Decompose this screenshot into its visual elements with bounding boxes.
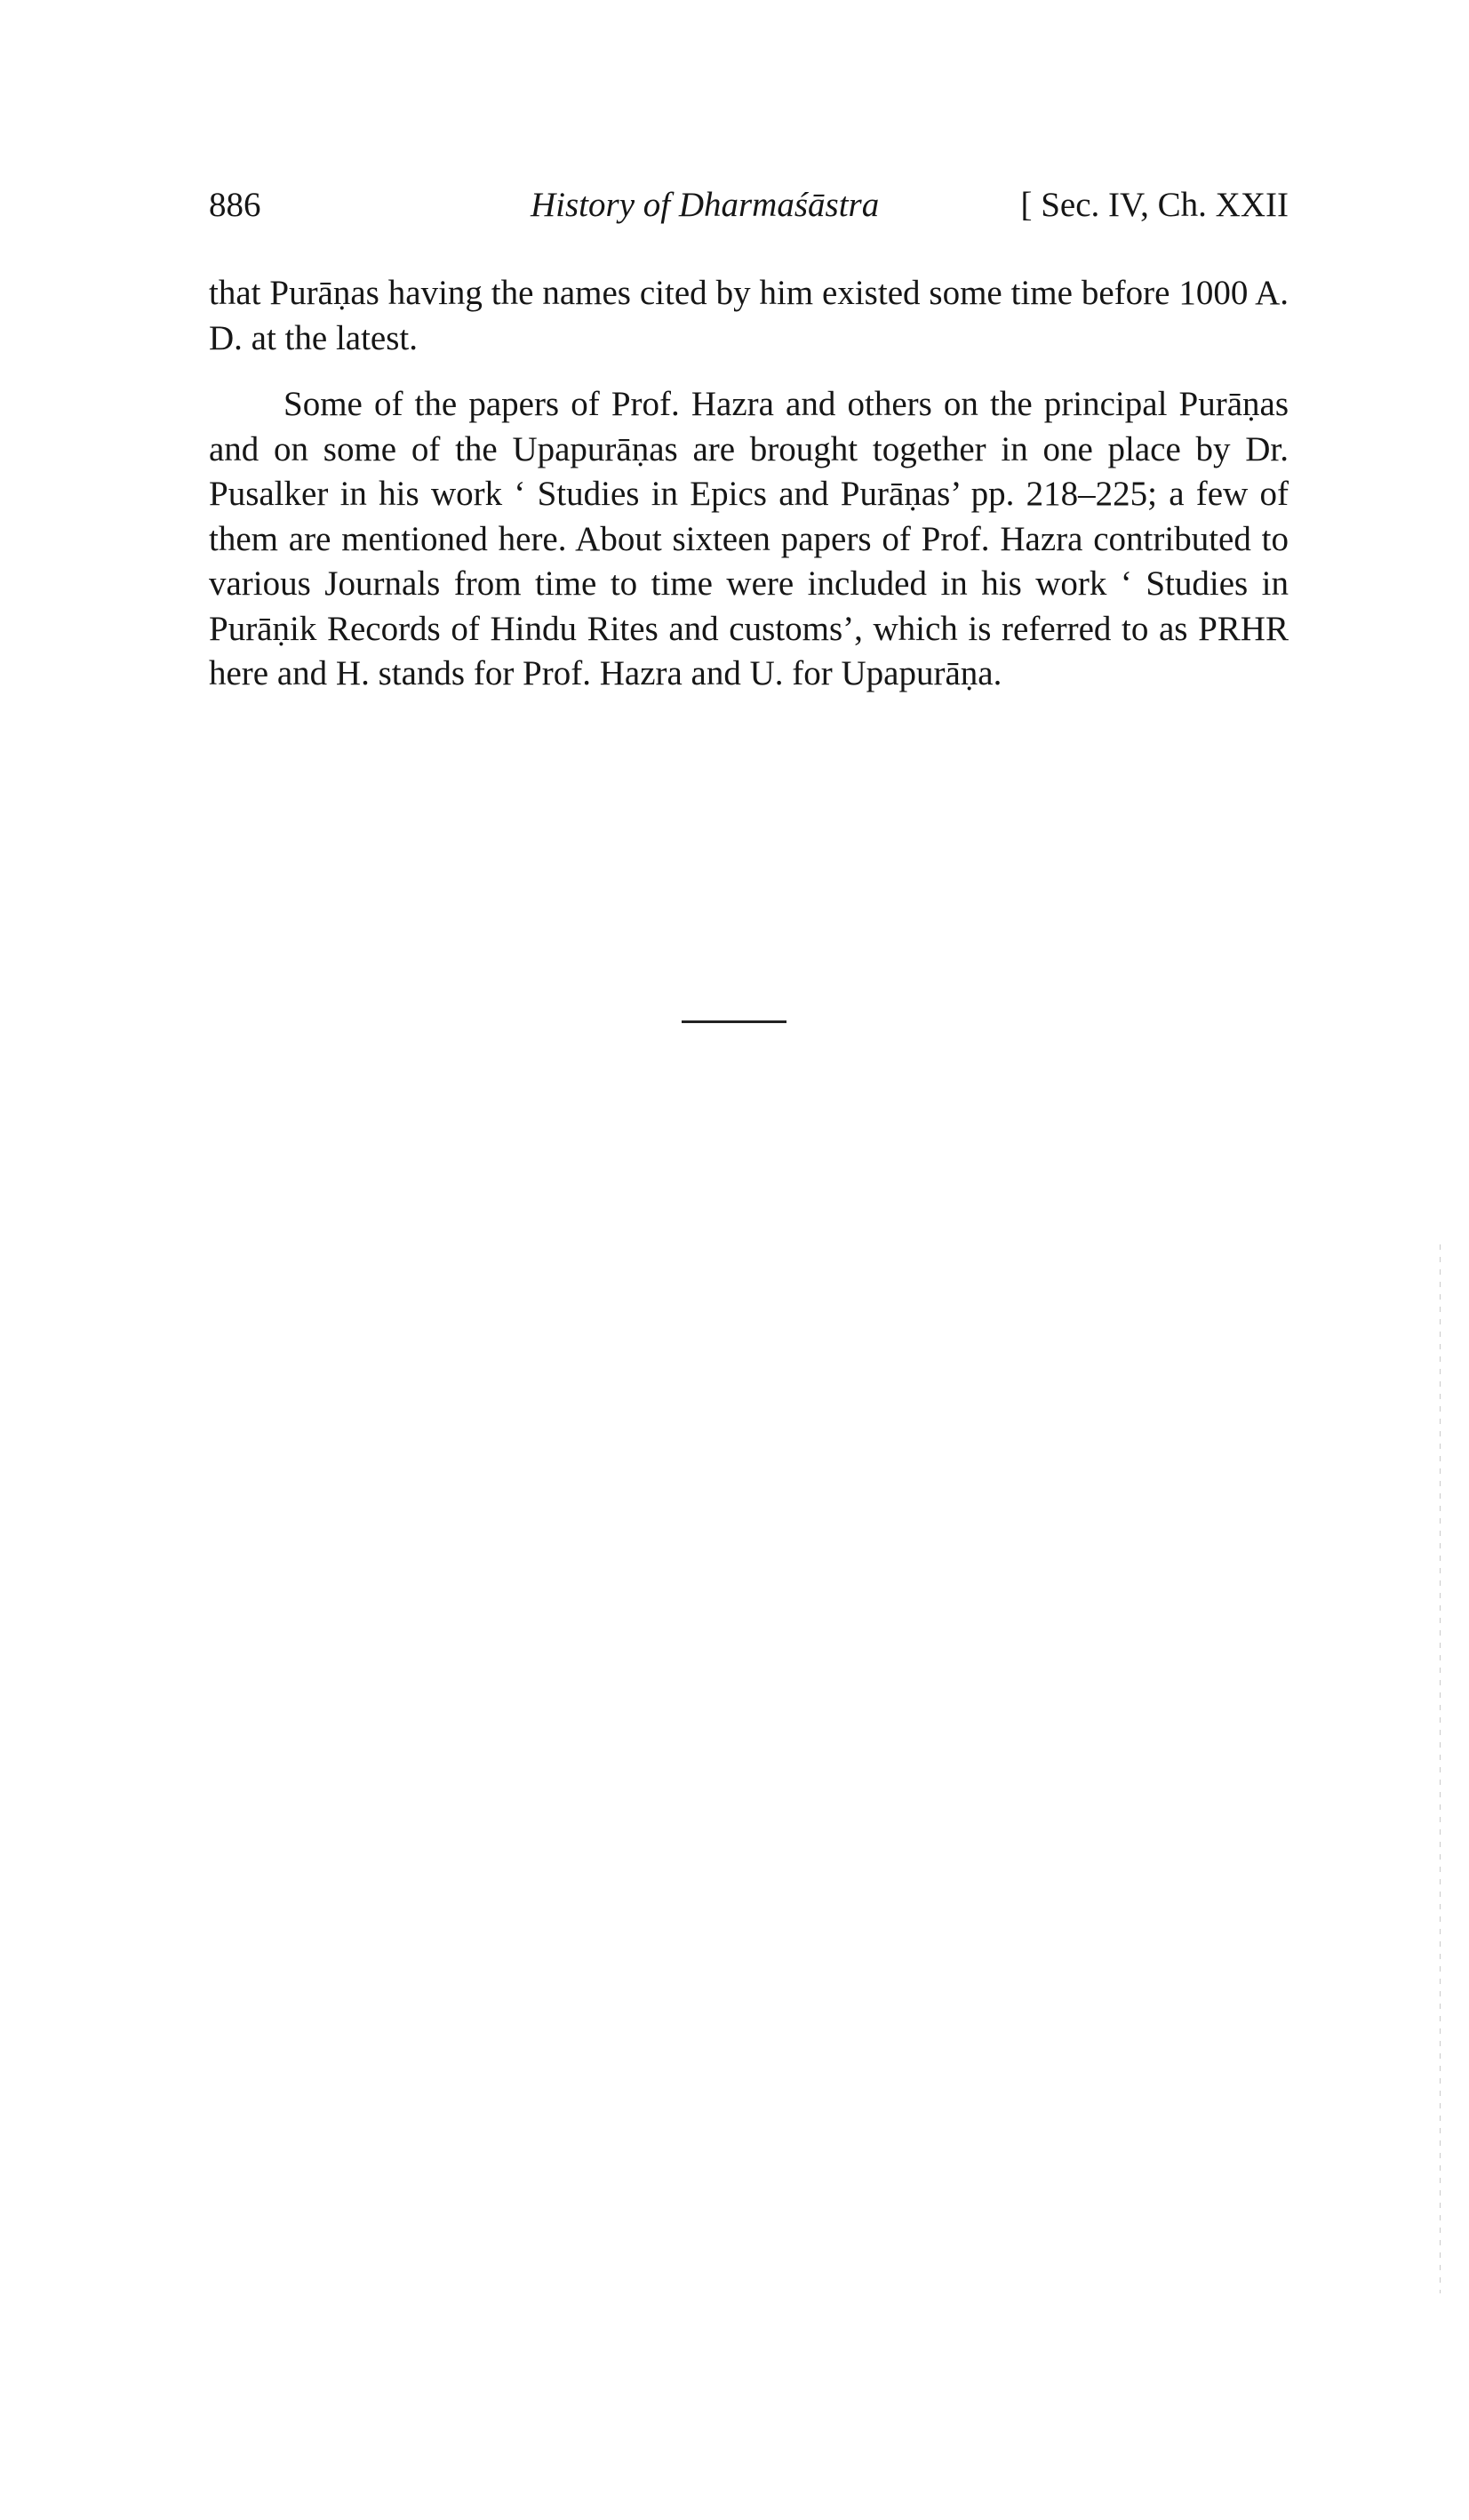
running-title: History of Dharmaśāstra	[531, 186, 880, 224]
section-reference: [ Sec. IV, Ch. XXII	[1020, 186, 1289, 224]
page-number: 886	[209, 186, 261, 224]
body-text	[209, 271, 1289, 697]
paragraph-hazra-papers: Some of the papers of Prof. Hazra and others on the principal Purāṇas and on some of the Upapurāṇas are brought together in one place by Dr. Pusalker in his work ‘ Studies in Epics and Purāṇas’ pp. 218–225; a few of them are mentioned here. About sixteen papers of Prof. Hazra contributed to various Journals from time to time were included in his work ‘ Studies in Purāṇik Records of Hindu Rites and customs’, which is referred to as PRHR here and H. stands for Prof. Hazra and U. for Upapurāṇa.	[209, 385, 1289, 692]
page-header	[209, 185, 1289, 238]
paragraph-continuation: that Purāṇas having the names cited by him existed some time before 1000 A. D. at the latest.	[209, 274, 1289, 357]
section-end-rule	[682, 1020, 786, 1023]
scan-edge-mark	[1440, 1244, 1441, 2293]
